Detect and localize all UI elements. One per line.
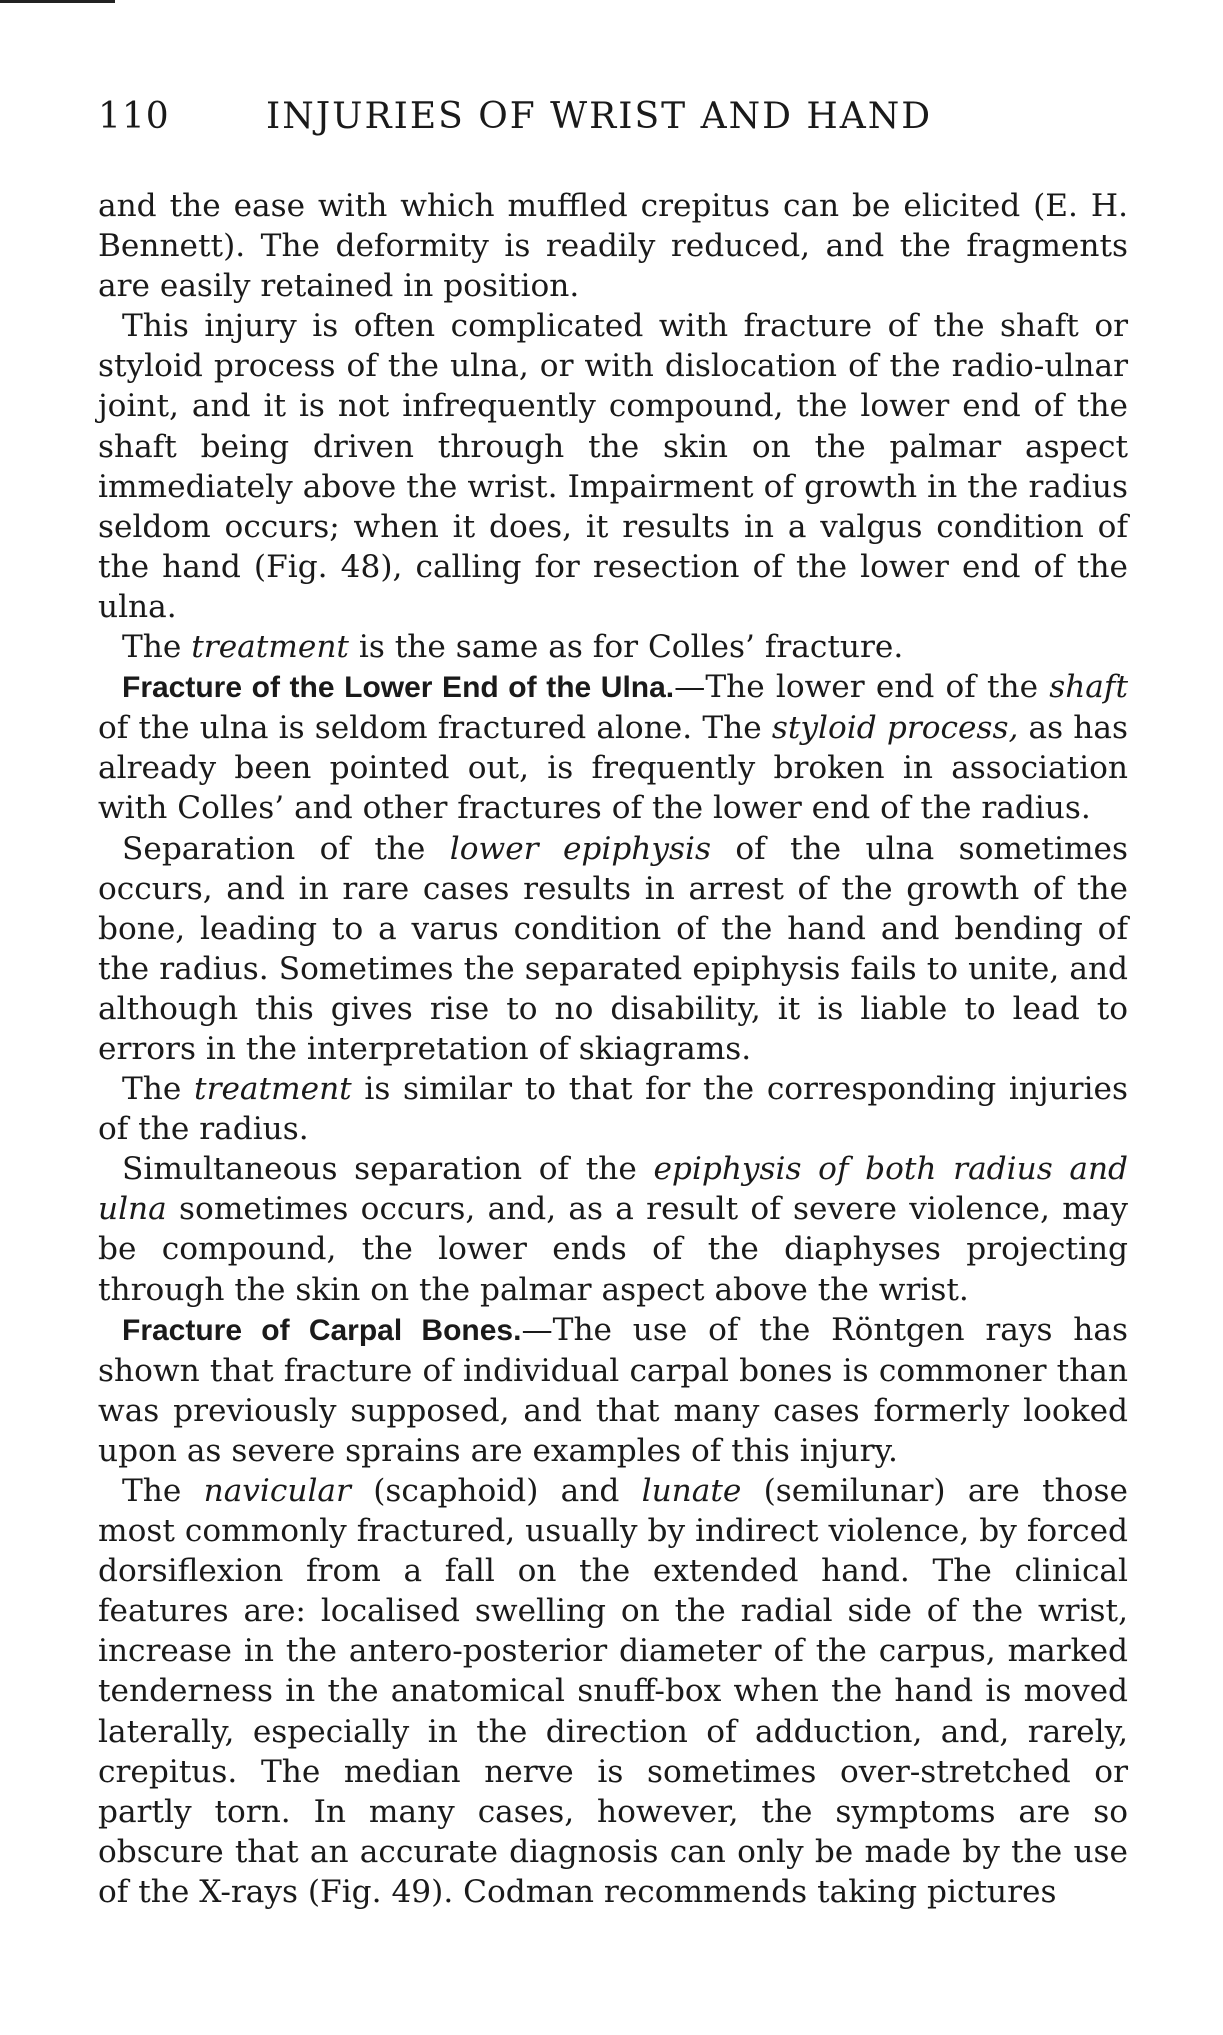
running-title: INJURIES OF WRIST AND HAND [266, 96, 933, 137]
page-header [98, 96, 932, 137]
text-run: The [122, 1473, 204, 1509]
text-run: of the ulna is seldom fractured alone. The [98, 710, 772, 747]
text-run: —The use of the Röntgen rays has shown that fracture of individual carpal bones is commoner than was previously supposed, and that many cases formerly looked upon as severe sprains are examples of this injury. [98, 1311, 1128, 1469]
italic-term: shaft [1049, 669, 1128, 706]
text-run: as has already been pointed out, is frequently broken in association with Colles’ and other fractures of the lower end of the radius. [98, 710, 1128, 827]
paragraph-text: This injury is often complicated with fracture of the shaft or styloid process of the ulna, or with dislocation of the radio-ulnar joint, and it is not infrequently compound, the lower end of the shaft being driven through the skin on the palmar aspect immediately above the wrist. Impairment of growth in the radius seldom occurs; when it does, it results in a valgus condition of the hand (Fig. 48), calling for resection of the lower end of the ulna. [98, 308, 1128, 625]
section-heading-ulna: Fracture of the Lower End of the Ulna. [122, 671, 675, 705]
italic-term: lower epiphysis [449, 830, 711, 867]
italic-term: treatment [194, 1071, 352, 1108]
body-text [98, 186, 1128, 1912]
italic-term: epiphysis of both radius and ulna [98, 1151, 1129, 1228]
text-run: —The lower end of the [674, 669, 1050, 706]
paragraph-text: and the ease with which muffled crepitus can be elicited (E. H. Bennett). The deformity is readily reduced, and the fragments are easily retained in position. [98, 188, 1128, 305]
paragraph-treatment-radius [98, 627, 1128, 667]
italic-term: treatment [191, 629, 349, 666]
text-run: of the ulna sometimes occurs, and in rare cases results in arrest of the growth of the bone, leading to a varus condition of the hand and bending of the radius. Sometimes the separated epiphysis fails to unite, and although this gives rise to no disability, it is liable to lead to errors in the interpretation of skiagrams. [98, 830, 1128, 1067]
text-run: (scaphoid) and [350, 1473, 642, 1509]
text-run: Separation of the [122, 830, 450, 867]
italic-term: styloid process, [771, 710, 1019, 747]
page-number: 110 [98, 96, 170, 137]
text-run: The [122, 629, 192, 666]
paragraph-carpal-fracture [98, 1310, 1128, 1471]
paragraph-complications [98, 306, 1128, 627]
paragraph-ulna-fracture [98, 667, 1128, 828]
section-heading-carpal: Fracture of Carpal Bones. [122, 1313, 522, 1347]
text-run: The [122, 1071, 195, 1108]
corner-rule [0, 0, 115, 3]
italic-term: navicular [203, 1473, 351, 1509]
paragraph-simultaneous-separation [98, 1149, 1128, 1309]
paragraph-continued [98, 186, 1128, 306]
text-run: (semilunar) are those most commonly fractured, usually by indirect violence, by forced dorsiflexion from a fall on the extended hand. The clinical features are: localised swelling on the radial side of the wrist, increase in the antero-posterior diameter of the carpus, marked tenderness in the anatomical snuff-box when the hand is moved laterally, especially in the direction of adduction, and, rarely, crepitus. The median nerve is sometimes over-stretched or partly torn. In many cases, however, the symptoms are so obscure that an accurate diagnosis can only be made by the use of the X-rays (Fig. 49). Codman recommends taking pictures [98, 1473, 1128, 1910]
text-run: sometimes occurs, and, as a result of severe violence, may be compound, the lower ends of the diaphyses projecting through the skin on the palmar aspect above the wrist. [98, 1191, 1128, 1308]
italic-term: lunate [641, 1473, 742, 1509]
paragraph-navicular-lunate [98, 1471, 1128, 1912]
text-run: is similar to that for the corresponding injuries of the radius. [98, 1071, 1128, 1148]
text-run: Simultaneous separation of the [122, 1151, 654, 1188]
paragraph-epiphysis-separation [98, 829, 1128, 1070]
paragraph-treatment-ulna [98, 1069, 1128, 1149]
text-run: is the same as for Colles’ fracture. [348, 629, 904, 666]
